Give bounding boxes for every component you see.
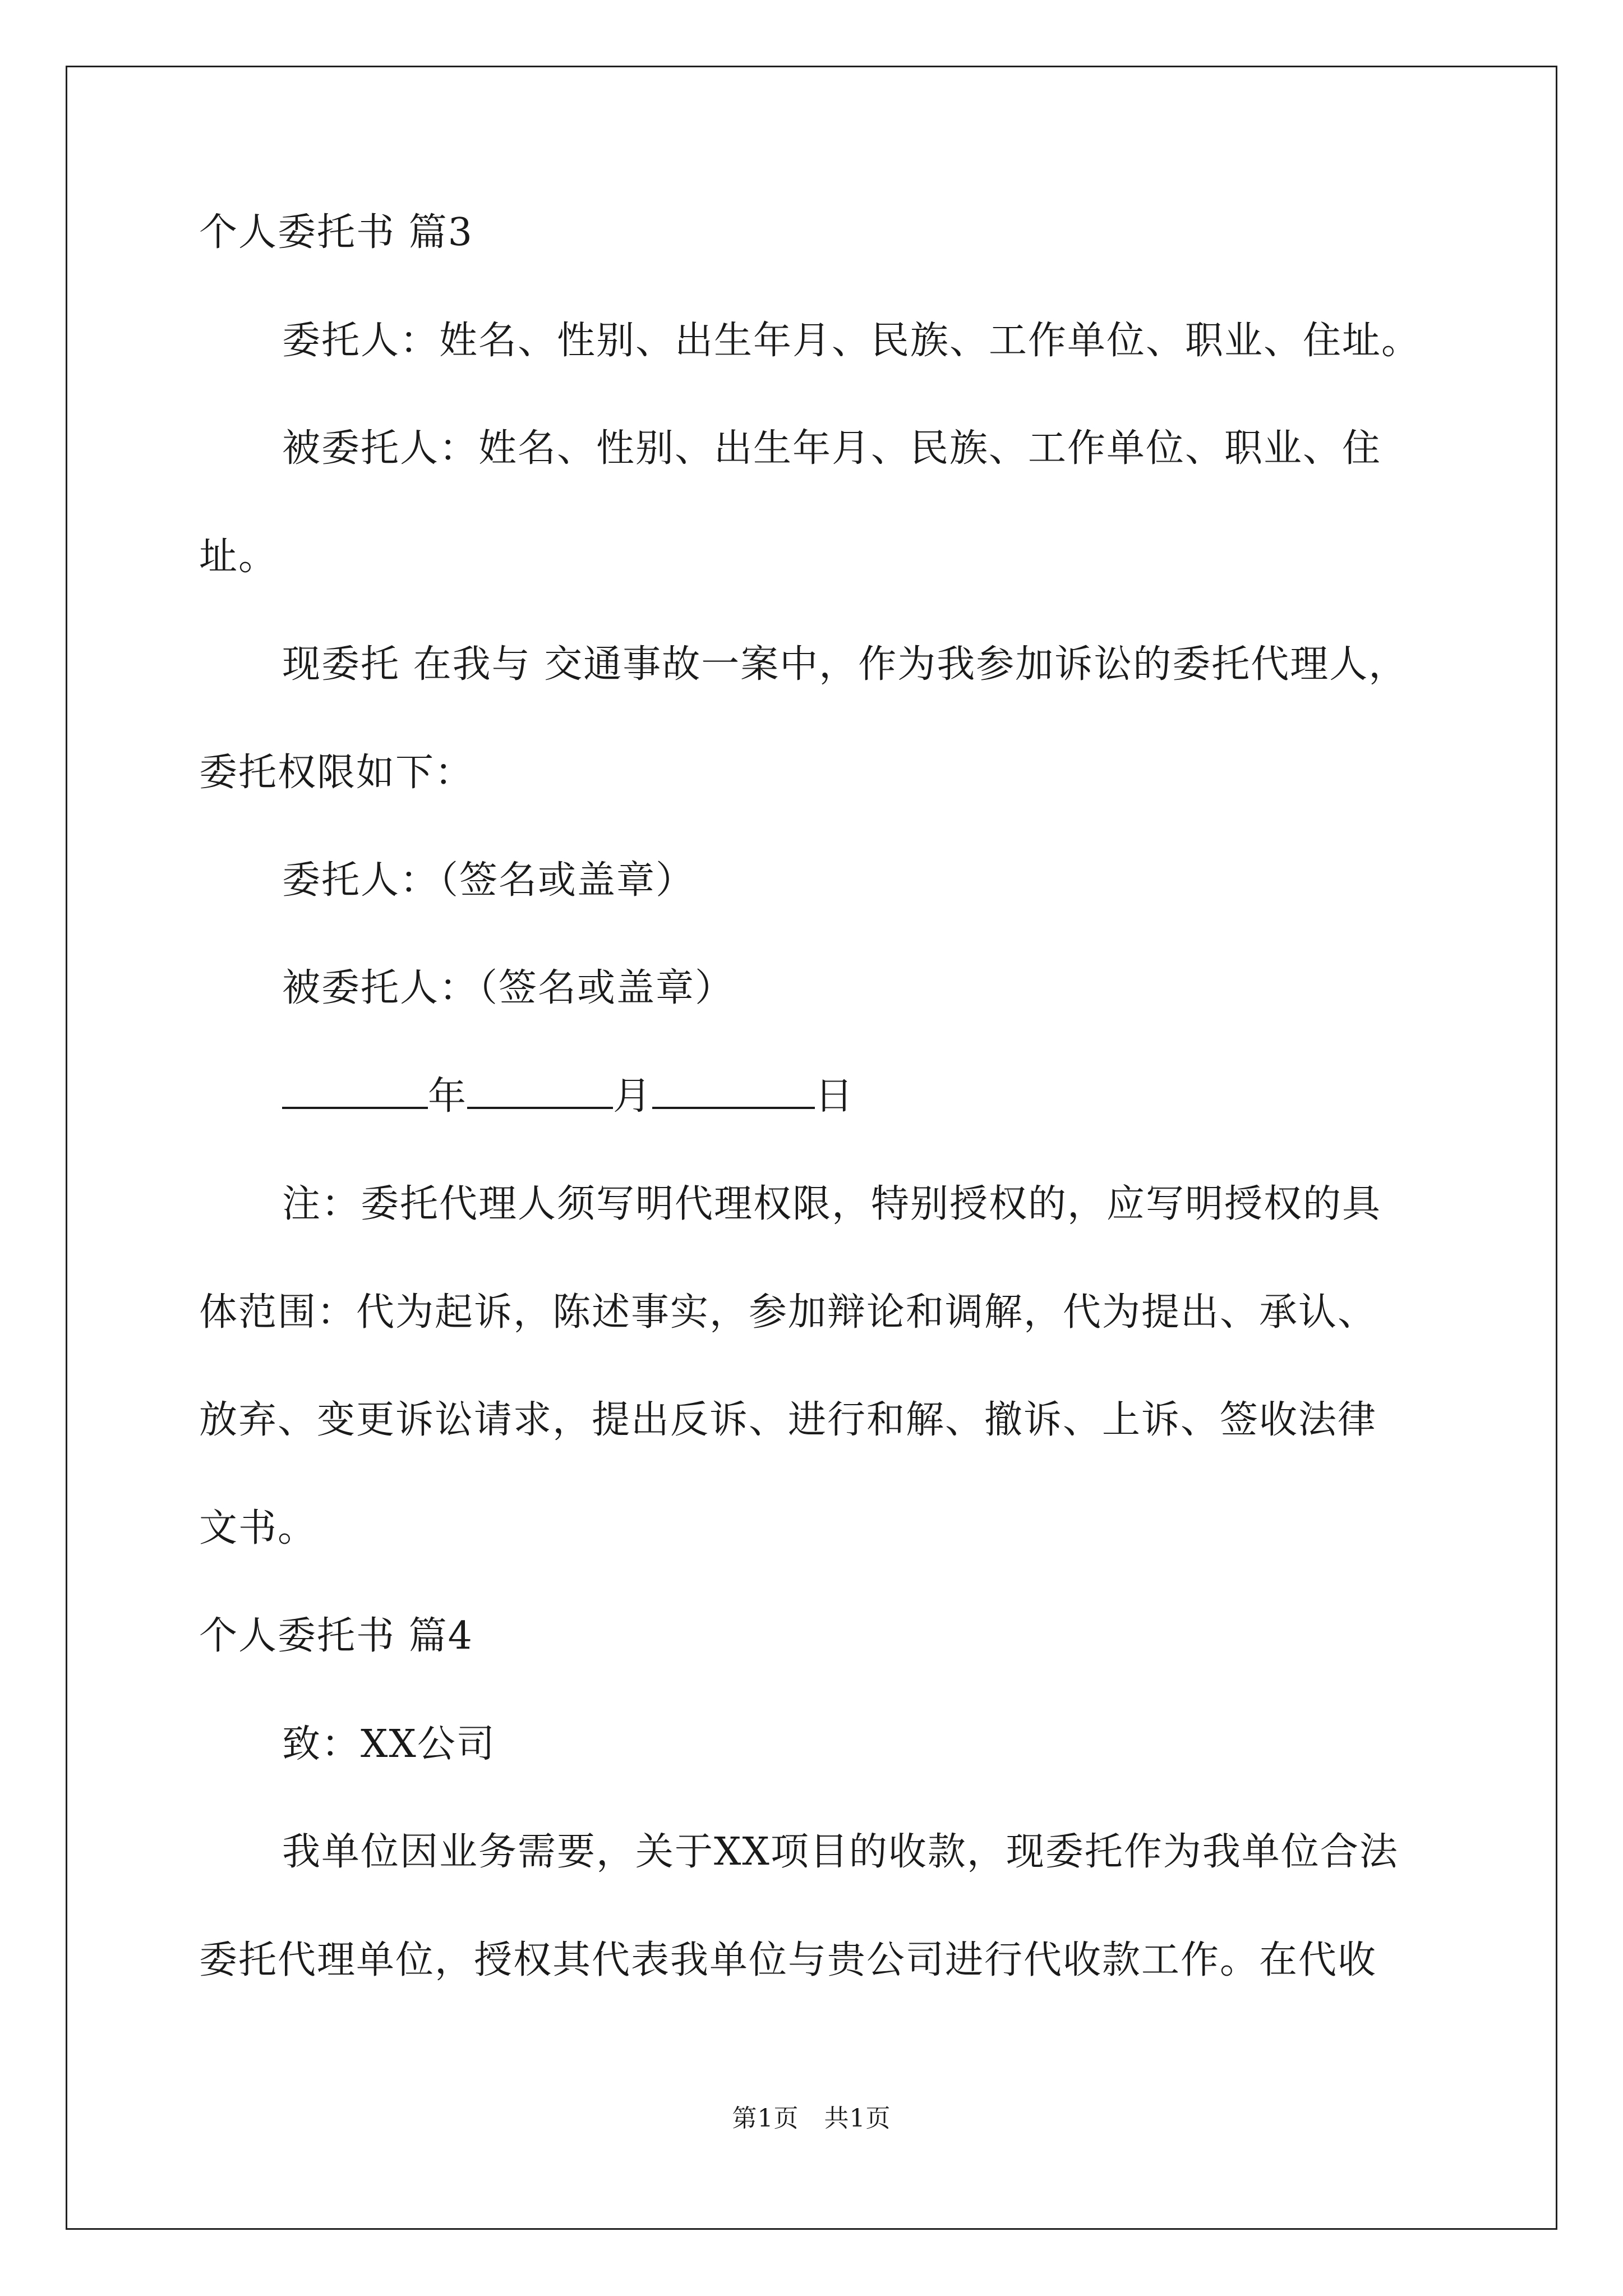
entrust-line2: 委托权限如下： [199, 751, 474, 795]
principal-signature: 委托人：（签名或盖章） [282, 858, 695, 903]
section3-heading: 个人委托书 篇3 [199, 210, 473, 255]
year-blank [282, 1072, 428, 1109]
day-label: 日 [815, 1074, 855, 1119]
body-line2: 委托代理单位，授权其代表我单位与贵公司进行代收款工作。在代收 [199, 1938, 1377, 1982]
section4-heading: 个人委托书 篇4 [199, 1614, 473, 1658]
entrust-line1: 现委托 在我与 交通事故一案中，作为我参加诉讼的委托代理人， [282, 642, 1408, 687]
agent-info-line1: 被委托人：姓名、性别、出生年月、民族、工作单位、职业、住 [282, 426, 1382, 471]
day-blank [652, 1072, 815, 1109]
note-line3: 放弃、变更诉讼请求，提出反诉、进行和解、撤诉、上诉、签收法律 [199, 1398, 1377, 1442]
month-label: 月 [613, 1074, 653, 1119]
page-footer: 第1页 共1页 [732, 2104, 891, 2133]
note-line2: 体范围：代为起诉，陈述事实，参加辩论和调解，代为提出、承认、 [199, 1290, 1377, 1335]
agent-info-line2: 址。 [199, 535, 278, 579]
recipient-line: 致：XX公司 [282, 1722, 496, 1766]
date-line [282, 1071, 854, 1122]
page-border [66, 66, 1557, 2230]
body-line1: 我单位因业务需要，关于XX项目的收款，现委托作为我单位合法 [282, 1830, 1399, 1874]
month-blank [467, 1072, 613, 1109]
note-line4: 文书。 [199, 1506, 317, 1550]
year-label: 年 [428, 1074, 468, 1119]
agent-signature: 被委托人：（签名或盖章） [282, 966, 735, 1010]
note-line1: 注：委托代理人须写明代理权限，特别授权的，应写明授权的具 [282, 1182, 1382, 1226]
principal-info: 委托人：姓名、性别、出生年月、民族、工作单位、职业、住址。 [282, 319, 1421, 363]
